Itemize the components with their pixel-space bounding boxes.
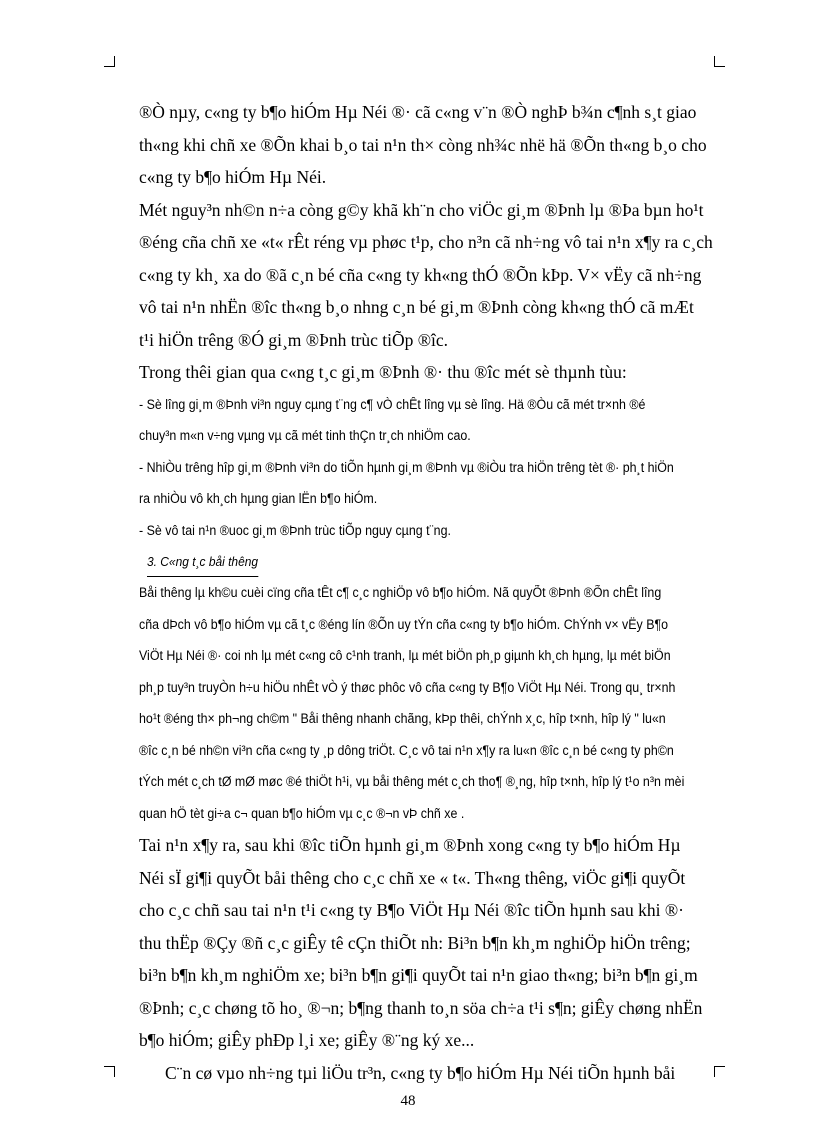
list-item: chuy³n m«n v÷ng vµng vµ cã mét tinh thÇn tr¸ch nhiÖm cao. bbox=[139, 428, 471, 443]
paragraph-reasons bbox=[139, 194, 799, 389]
text-line: Båi thêng lµ kh©u cuèi cïng cña tÊt c¶ c¸c nghiÖp vô b¶o hiÓm. Nã quyÕt ®Þnh ®Õn chÊt lîng bbox=[139, 585, 662, 600]
text-line: thu thËp ®Çy ®ñ c¸c giÊy tê cÇn thiÕt nh: Bi³n b¶n kh¸m nghiÖp hiÖn trêng; bbox=[139, 932, 691, 953]
text-line: Trong thêi gian qua c«ng t¸c gi¸m ®Þnh ®· thu ®îc mét sè thµnh tùu: bbox=[139, 362, 627, 382]
text-line: bi³n b¶n kh¸m nghiÖm xe; bi³n b¶n gi¶i quyÕt tai n¹n giao th«ng; bi³n b¶n gi¸m bbox=[139, 965, 698, 985]
text-line: ®îc c¸n bé nh©n vi³n cña c«ng ty ¸p dông triÖt. C¸c vô tai n¹n x¶y ra lu«n ®îc c¸n bé c«ng ty ph©n bbox=[139, 742, 674, 758]
text-line: c«ng ty b¶o hiÓm Hµ Néi. bbox=[139, 167, 327, 187]
list-item: ra nhiÒu vô kh¸ch hµng gian lËn b¶o hiÓm. bbox=[139, 491, 378, 506]
text-line: c«ng ty kh¸ xa do ®ã c¸n bé cña c«ng ty kh«ng thÓ ®Õn kÞp. V× vËy cã nh÷ng bbox=[139, 264, 702, 285]
text-line: ®Þnh; c¸c chøng tõ ho¸ ®¬n; b¶ng thanh to¸n söa ch÷a t¹i s¶n; giÊy chøng nhËn bbox=[139, 997, 703, 1018]
text-line: vô tai n¹n nhËn ®îc th«ng b¸o nhng c¸n bé gi¸m ®Þnh còng kh«ng thÓ cã mÆt bbox=[139, 297, 694, 317]
section-heading: 3. C«ng t¸c båi thêng bbox=[147, 548, 258, 577]
list-item: - NhiÒu trêng hîp gi¸m ®Þnh vi³n do tiÕn hµnh gi¸m ®Þnh vµ ®iÒu tra hiÖn trêng tèt ®· ph¸t hiÖn bbox=[139, 459, 674, 475]
paragraph-procedure bbox=[139, 829, 799, 1057]
text-line: cho c¸c chñ sau tai n¹n t¹i c«ng ty B¶o ViÖt Hµ Néi ®îc tiÕn hµnh sau khi ®· bbox=[139, 900, 684, 920]
crop-mark-top-left bbox=[104, 56, 115, 67]
paragraph-compensation bbox=[139, 577, 801, 829]
text-line: ®éng cña chñ xe «t« rÊt réng vµ phøc t¹p, cho n³n cã nh÷ng vô tai n¹n x¶y ra c¸ch bbox=[139, 232, 713, 252]
document-body bbox=[139, 96, 799, 1089]
text-line: Tai n¹n x¶y ra, sau khi ®îc tiÕn hµnh gi¸m ®Þnh xong c«ng ty b¶o hiÓm Hµ bbox=[139, 835, 681, 855]
text-line: quan hÖ tèt gi÷a c¬ quan b¶o hiÓm vµ c¸c ®¬n vÞ chñ xe . bbox=[139, 805, 465, 821]
text-line: ho¹t ®éng th× ph¬ng ch©m " Båi thêng nhanh chãng, kÞp thêi, chÝnh x¸c, hîp t×nh, hîp lý " lu«n bbox=[139, 711, 666, 726]
text-line: ph¸p tuy³n truyÒn h÷u hiÖu nhÊt vÒ ý thøc phôc vô cña c«ng ty B¶o ViÖt Hµ Néi. Trong qu¸ tr×nh bbox=[139, 679, 676, 695]
text-line: th«ng khi chñ xe ®Õn khai b¸o tai n¹n th× còng nh¾c nhë hä ®Õn th«ng b¸o cho bbox=[139, 134, 707, 155]
text-line: tÝch mét c¸ch tØ mØ møc ®é thiÖt h¹i, vµ båi thêng mét c¸ch tho¶ ®¸ng, hîp t×nh, hîp lý t¹o n³n mèi bbox=[139, 774, 685, 789]
achievements-list bbox=[139, 389, 801, 547]
text-line: Néi sÏ gi¶i quyÕt båi thêng cho c¸c chñ xe « t«. Th«ng thêng, viÖc gi¶i quyÕt bbox=[139, 867, 686, 888]
list-item: - Sè lîng gi¸m ®Þnh vi³n nguy cµng t¨ng c¶ vÒ chÊt lîng vµ sè lîng. Hä ®Òu cã mét tr×nh ®é bbox=[139, 396, 646, 412]
paragraph-closing bbox=[139, 1057, 799, 1090]
text-line: cña dÞch vô b¶o hiÓm vµ cã t¸c ®éng lín ®Õn uy tÝn cña c«ng ty b¶o hiÓm. ChÝnh v× vËy B¶o bbox=[139, 616, 669, 632]
text-line: t¹i hiÖn trêng ®Ó gi¸m ®Þnh trùc tiÕp ®îc. bbox=[139, 329, 449, 350]
page-number: 48 bbox=[400, 1093, 416, 1109]
text-line: b¶o hiÓm; giÊy phÐp l¸i xe; giÊy ®¨ng ký xe... bbox=[139, 1030, 475, 1050]
text-line: ®Ò nµy, c«ng ty b¶o hiÓm Hµ Néi ®· cã c«ng v¨n ®Ò nghÞ b¾n c¶nh s¸t giao bbox=[139, 102, 697, 122]
list-item: - Sè vô tai n¹n ®uoc gi¸m ®Þnh trùc tiÕp nguy cµng t¨ng. bbox=[139, 522, 451, 538]
crop-mark-bottom-left bbox=[104, 1066, 115, 1077]
text-line: ViÖt Hµ Néi ®· coi nh lµ mét c«ng cô c¹nh tranh, lµ mét biÖn ph¸p giµnh kh¸ch hµng, lµ mét biÖn bbox=[139, 648, 671, 663]
text-line: Mét nguy³n nh©n n÷a còng g©y khã kh¨n cho viÖc gi¸m ®Þnh lµ ®Þa bµn ho¹t bbox=[139, 199, 704, 220]
text-line: C¨n cø vµo nh÷ng tµi liÖu tr³n, c«ng ty b¶o hiÓm Hµ Néi tiÕn hµnh båi bbox=[165, 1062, 676, 1083]
paragraph-intro bbox=[139, 96, 799, 194]
crop-mark-top-right bbox=[714, 56, 725, 67]
